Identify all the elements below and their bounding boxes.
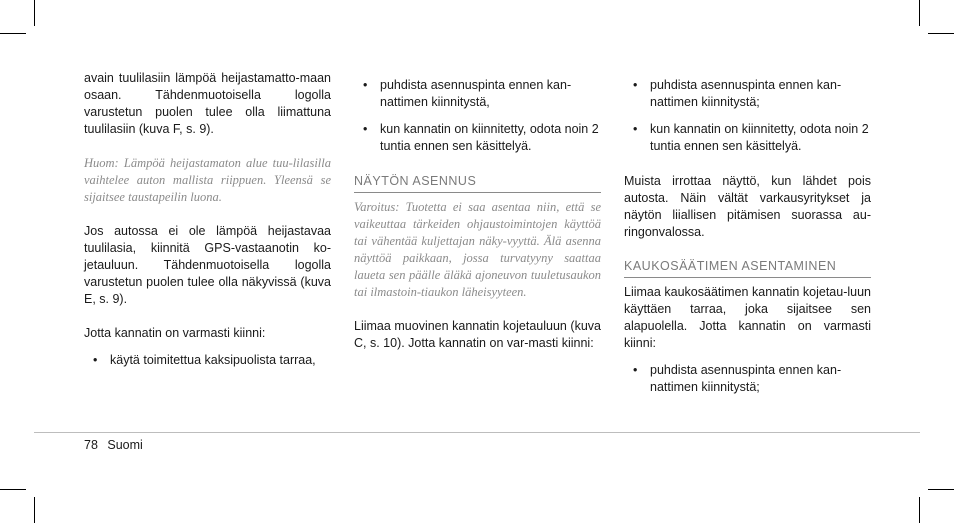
crop-mark — [919, 0, 920, 26]
bullet-icon: • — [363, 122, 368, 136]
paragraph: Muista irrottaa näyttö, kun lähdet pois autosta. Näin vältät varkausyritykset ja näytön liiallisen pitämisen suorassa au-ringonvalossa. — [624, 174, 871, 239]
column-2 — [354, 77, 601, 352]
list-item-text: käytä toimitettua kaksipuolista tarraa, — [110, 353, 316, 367]
list-item-text: kun kannatin on kiinnitetty, odota noin 2 tuntia ennen sen käsittelyä. — [380, 122, 599, 153]
warning-text: Varoitus: Tuotetta ei saa asentaa niin, että se vaikeuttaa tärkeiden ohjaustoimintojen käyttöä tai vähentää kuljettajan näky-vyyttä. Älä asenna näyttöä paikkaan, jossa turvatyyny saattaa laueta sen päälle äläkä ajoneuvon tuuletusaukon tai ilmastoin-tiaukon läheisyyteen. — [354, 200, 601, 299]
list-item — [354, 121, 601, 155]
crop-mark — [0, 33, 26, 34]
paragraph: avain tuulilasiin lämpöä heijastamatto-maan osaan. Tähdenmuotoisella logolla varustetun puolen tulee olla liimattuna tuulilasiin (kuva F, s. 9). — [84, 71, 331, 136]
list-item — [84, 352, 331, 369]
paragraph: Liimaa muovinen kannatin kojetauluun (kuva C, s. 10). Jotta kannatin on var-masti kiinni: — [354, 319, 601, 350]
crop-mark — [928, 489, 954, 490]
column-1 — [84, 70, 331, 369]
crop-mark — [34, 497, 35, 523]
crop-mark — [919, 497, 920, 523]
paragraph: Jos autossa ei ole lämpöä heijastavaa tuulilasia, kiinnitä GPS-vastaanotin ko-jetauluun. Tähdenmuotoisella logolla varustetun puolen tulee olla näkyvissä (kuva E, s. 9). — [84, 224, 331, 306]
bullet-icon: • — [633, 78, 638, 92]
list-item-text: puhdista asennuspinta ennen kan-nattimen kiinnitystä; — [650, 78, 842, 109]
crop-mark — [0, 489, 26, 490]
crop-mark — [928, 33, 954, 34]
bullet-icon: • — [93, 353, 98, 367]
crop-mark — [34, 0, 35, 26]
list-item — [624, 362, 871, 396]
list-item-text: puhdista asennuspinta ennen kan-nattimen kiinnitystä, — [380, 78, 572, 109]
list-item-text: kun kannatin on kiinnitetty, odota noin 2 tuntia ennen sen käsittelyä. — [650, 122, 869, 153]
list-item — [354, 77, 601, 111]
section-heading: KAUKOSÄÄTIMEN ASENTAMINEN — [624, 258, 871, 278]
column-3 — [624, 77, 871, 396]
bullet-icon: • — [363, 78, 368, 92]
paragraph: Liimaa kaukosäätimen kannatin kojetau-luun käyttäen tarraa, joka sijaitsee sen alapuolella. Jotta kannatin on varmasti kiinni: — [624, 285, 871, 350]
list-item-text: puhdista asennuspinta ennen kan-nattimen kiinnitystä; — [650, 363, 842, 394]
list-item — [624, 77, 871, 111]
footer-language: Suomi — [107, 438, 143, 452]
page-footer — [84, 438, 143, 452]
footer-divider — [34, 432, 920, 433]
bullet-icon: • — [633, 122, 638, 136]
paragraph: Jotta kannatin on varmasti kiinni: — [84, 326, 266, 340]
bullet-icon: • — [633, 363, 638, 377]
list-item — [624, 121, 871, 155]
section-heading: NÄYTÖN ASENNUS — [354, 173, 601, 193]
note-text: Huom: Lämpöä heijastamaton alue tuu-lilasilla vaihtelee auton mallista riippuen. Yleensä se sijaitsee taustapeilin luona. — [84, 156, 331, 204]
page-number: 78 — [84, 438, 98, 452]
